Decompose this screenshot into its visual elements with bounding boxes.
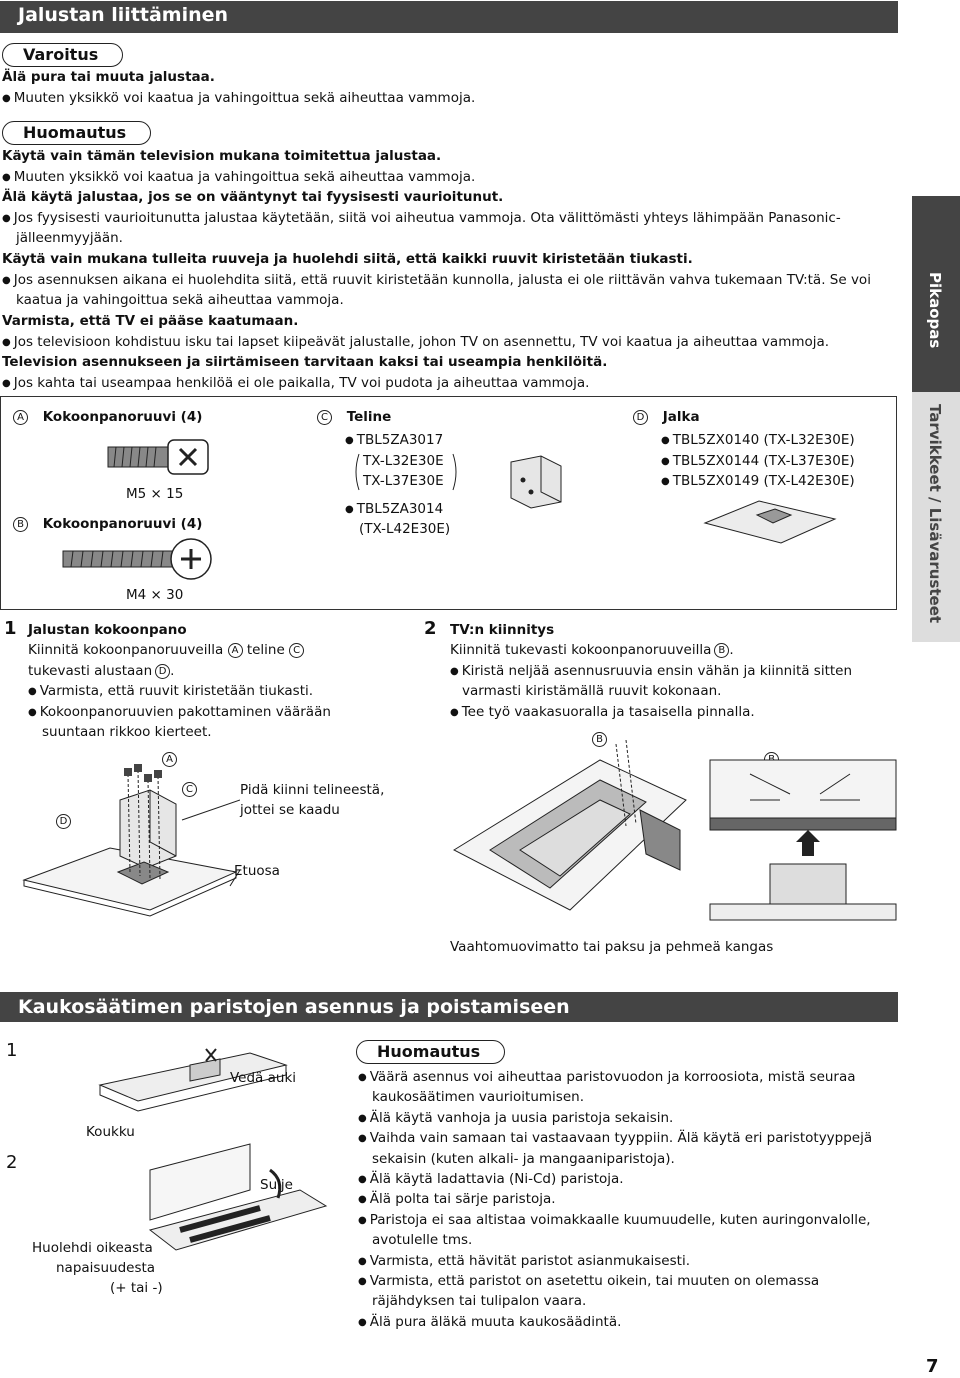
open-label: Vedä auki — [230, 1070, 297, 1086]
close-label: Sulje — [260, 1177, 293, 1193]
tv-mount-diagram — [450, 740, 900, 930]
part-c-model: ● TBL5ZA3017 — [345, 430, 443, 452]
caution-line: Television asennukseen ja siirtämiseen tarvitaan kaksi tai useampia henkilöitä. — [2, 354, 608, 370]
part-c-model: TX-L37E30E — [363, 473, 444, 489]
part-c-model: (TX-L42E30E) — [359, 521, 451, 537]
caution-line: räjähdyksen tai tulipalon vaara. — [372, 1293, 587, 1310]
step-bullet: varmasti kiristämällä ruuvit kokonaan. — [462, 683, 722, 699]
parts-box — [0, 396, 897, 610]
part-a-size: M5 × 15 — [126, 486, 184, 502]
step-bullet: ● Kokoonpanoruuvien pakottaminen väärään — [28, 702, 331, 724]
part-letter: B — [13, 517, 28, 532]
callout-text: Pidä kiinni telineestä, — [240, 782, 385, 798]
step-title: Jalustan kokoonpano — [28, 622, 187, 638]
section-title: Jalustan liittäminen — [18, 4, 229, 26]
diagram-label-a: A — [162, 748, 177, 767]
caution-line: Varmista, että TV ei pääse kaatumaan. — [2, 313, 299, 329]
step-bullet: suuntaan rikkoo kierteet. — [42, 724, 212, 740]
part-ref-c: C — [289, 643, 304, 658]
caution-line: ● Vaihda vain samaan tai vastaavaan tyyppiin. Älä käytä eri paristotyyppejä — [358, 1128, 872, 1150]
diagram-label-c: C — [182, 778, 197, 797]
stand-base-image — [701, 497, 841, 547]
caution-line: ● Jos asennuksen aikana ei huolehdita siitä, että ruuvit kiristetään kunnolla, jalusta ei ole riittävän vahva tukemaan TV:tä. Se voi — [2, 270, 871, 292]
caution-line: avotulelle tms. — [372, 1232, 473, 1249]
step-title: TV:n kiinnitys — [450, 622, 555, 638]
diagram-label-d: D — [56, 810, 71, 829]
caution-label: Huomautus — [356, 1040, 505, 1064]
section-header — [0, 1, 898, 33]
section-header — [0, 992, 898, 1022]
step-number: 2 — [6, 1152, 18, 1173]
step-bullet: ● Kiristä neljää asennusruuvia ensin vähän ja kiinnitä sitten — [450, 661, 852, 683]
assembly-diagram — [20, 760, 240, 930]
page-number: 7 — [926, 1356, 939, 1377]
caution-line: sekaisin (kuten alkali- ja mangaaniparistoja). — [372, 1150, 675, 1167]
caution-line: ● Varmista, että hävität paristot asianmukaisesti. — [358, 1251, 690, 1273]
front-label: Etuosa — [234, 863, 280, 879]
step-text: Kiinnitä tukevasti kokoonpanoruuveilla B . — [450, 642, 734, 658]
part-ref-b: B — [714, 643, 729, 658]
section-title: Kaukosäätimen paristojen asennus ja poistamiseen — [18, 996, 570, 1018]
step-text: Kiinnitä kokoonpanoruuveilla A teline C — [28, 640, 304, 660]
part-d-model: ● TBL5ZX0144 (TX-L37E30E) — [661, 451, 855, 473]
caution-line: ● Jos fyysisesti vaurioitunutta jalustaa käytetään, siitä voi aiheutua vammoja. Ota välittömästi yhteys lähimpään Panasonic- — [2, 208, 841, 230]
callout-text: jottei se kaadu — [240, 802, 340, 818]
caution-line: ● Muuten yksikkö voi kaatua ja vahingoittua sekä aiheuttaa vammoja. — [2, 167, 475, 189]
part-ref-a: A — [228, 643, 243, 658]
part-c-model: ● TBL5ZA3014 — [345, 499, 443, 521]
part-a-title: A Kokoonpanoruuvi (4) — [13, 407, 202, 427]
caution-line: ● Varmista, että paristot on asetettu oikein, tai muuten on olemassa — [358, 1271, 819, 1293]
part-b-size: M4 × 30 — [126, 587, 184, 603]
bracket-icon — [353, 452, 463, 492]
part-d-title: D Jalka — [633, 407, 700, 427]
sidebar-tab-label: Tarvikkeet / Lisävarusteet — [926, 404, 944, 624]
caution-line: ● Jos televisioon kohdistuu isku tai lapset kiipeävät jalustalle, johon TV on asennettu, TV voi kaatua ja aiheuttaa vammoja. — [2, 332, 829, 354]
caution-line: Käytä vain mukana tulleita ruuveja ja huolehdi siitä, että kaikki ruuvit kiristetään tiukasti. — [2, 251, 693, 267]
caution-line: jälleenmyyjään. — [16, 230, 123, 246]
caution-label: Huomautus — [2, 121, 151, 145]
step-bullet: ● Varmista, että ruuvit kiristetään tiukasti. — [28, 681, 313, 703]
caution-line: Käytä vain tämän television mukana toimitettua jalustaa. — [2, 148, 442, 164]
step-number: 2 — [424, 618, 437, 639]
caution-line: ● Väärä asennus voi aiheuttaa paristovuodon ja korroosiota, mistä seuraa — [358, 1067, 856, 1089]
part-letter: C — [317, 410, 332, 425]
polarity-label: napaisuudesta — [56, 1260, 156, 1276]
foam-label: Vaahtomuovimatto tai paksu ja pehmeä kangas — [450, 939, 774, 955]
step-number: 1 — [6, 1040, 18, 1061]
caution-line: ● Älä pura äläkä muuta kaukosäädintä. — [358, 1312, 621, 1334]
stand-bracket-image — [501, 452, 571, 512]
part-letter: A — [13, 410, 28, 425]
step-text: tukevasti alustaan D . — [28, 663, 175, 679]
warning-line: ● Muuten yksikkö voi kaatua ja vahingoittua sekä aiheuttaa vammoja. — [2, 88, 475, 110]
polarity-label: Huolehdi oikeasta — [32, 1240, 153, 1256]
diagram-label-b: B — [592, 728, 607, 747]
hook-label: Koukku — [86, 1124, 135, 1140]
caution-line: kaukosäätimen vaurioitumisen. — [372, 1089, 584, 1106]
caution-line: ● Jos kahta tai useampaa henkilöä ei ole paikalla, TV voi pudota ja aiheuttaa vammoja. — [2, 373, 589, 395]
part-b-title: B Kokoonpanoruuvi (4) — [13, 514, 202, 534]
warning-label: Varoitus — [2, 43, 123, 67]
caution-line: kaatua ja vahingoittua sekä aiheuttaa vammoja. — [16, 292, 344, 308]
part-c-model: TX-L32E30E — [363, 453, 444, 469]
warning-line: Älä pura tai muuta jalustaa. — [2, 69, 215, 85]
part-ref-d: D — [155, 664, 170, 679]
sidebar-tab-inactive — [912, 392, 960, 642]
sidebar-tab-label: Pikaopas — [926, 272, 944, 349]
screw-a-image — [106, 439, 211, 475]
part-letter: D — [633, 410, 648, 425]
caution-line: ● Älä polta tai särje paristoja. — [358, 1189, 556, 1211]
caution-line: ● Paristoja ei saa altistaa voimakkaalle kuumuudelle, kuten auringonvalolle, — [358, 1210, 871, 1232]
polarity-label: (+ tai -) — [110, 1280, 163, 1296]
step-number: 1 — [4, 618, 17, 639]
caution-line: ● Älä käytä vanhoja ja uusia paristoja sekaisin. — [358, 1108, 673, 1130]
part-c-title: C Teline — [317, 407, 391, 427]
part-d-model: ● TBL5ZX0149 (TX-L42E30E) — [661, 471, 855, 493]
part-d-model: ● TBL5ZX0140 (TX-L32E30E) — [661, 430, 855, 452]
sidebar-tab-active — [912, 196, 960, 392]
caution-line: Älä käytä jalustaa, jos se on vääntynyt tai fyysisesti vaurioitunut. — [2, 189, 504, 205]
screw-b-image — [61, 537, 221, 581]
step-bullet: ● Tee työ vaakasuoralla ja tasaisella pinnalla. — [450, 702, 755, 724]
caution-line: ● Älä käytä ladattavia (Ni-Cd) paristoja. — [358, 1169, 624, 1191]
